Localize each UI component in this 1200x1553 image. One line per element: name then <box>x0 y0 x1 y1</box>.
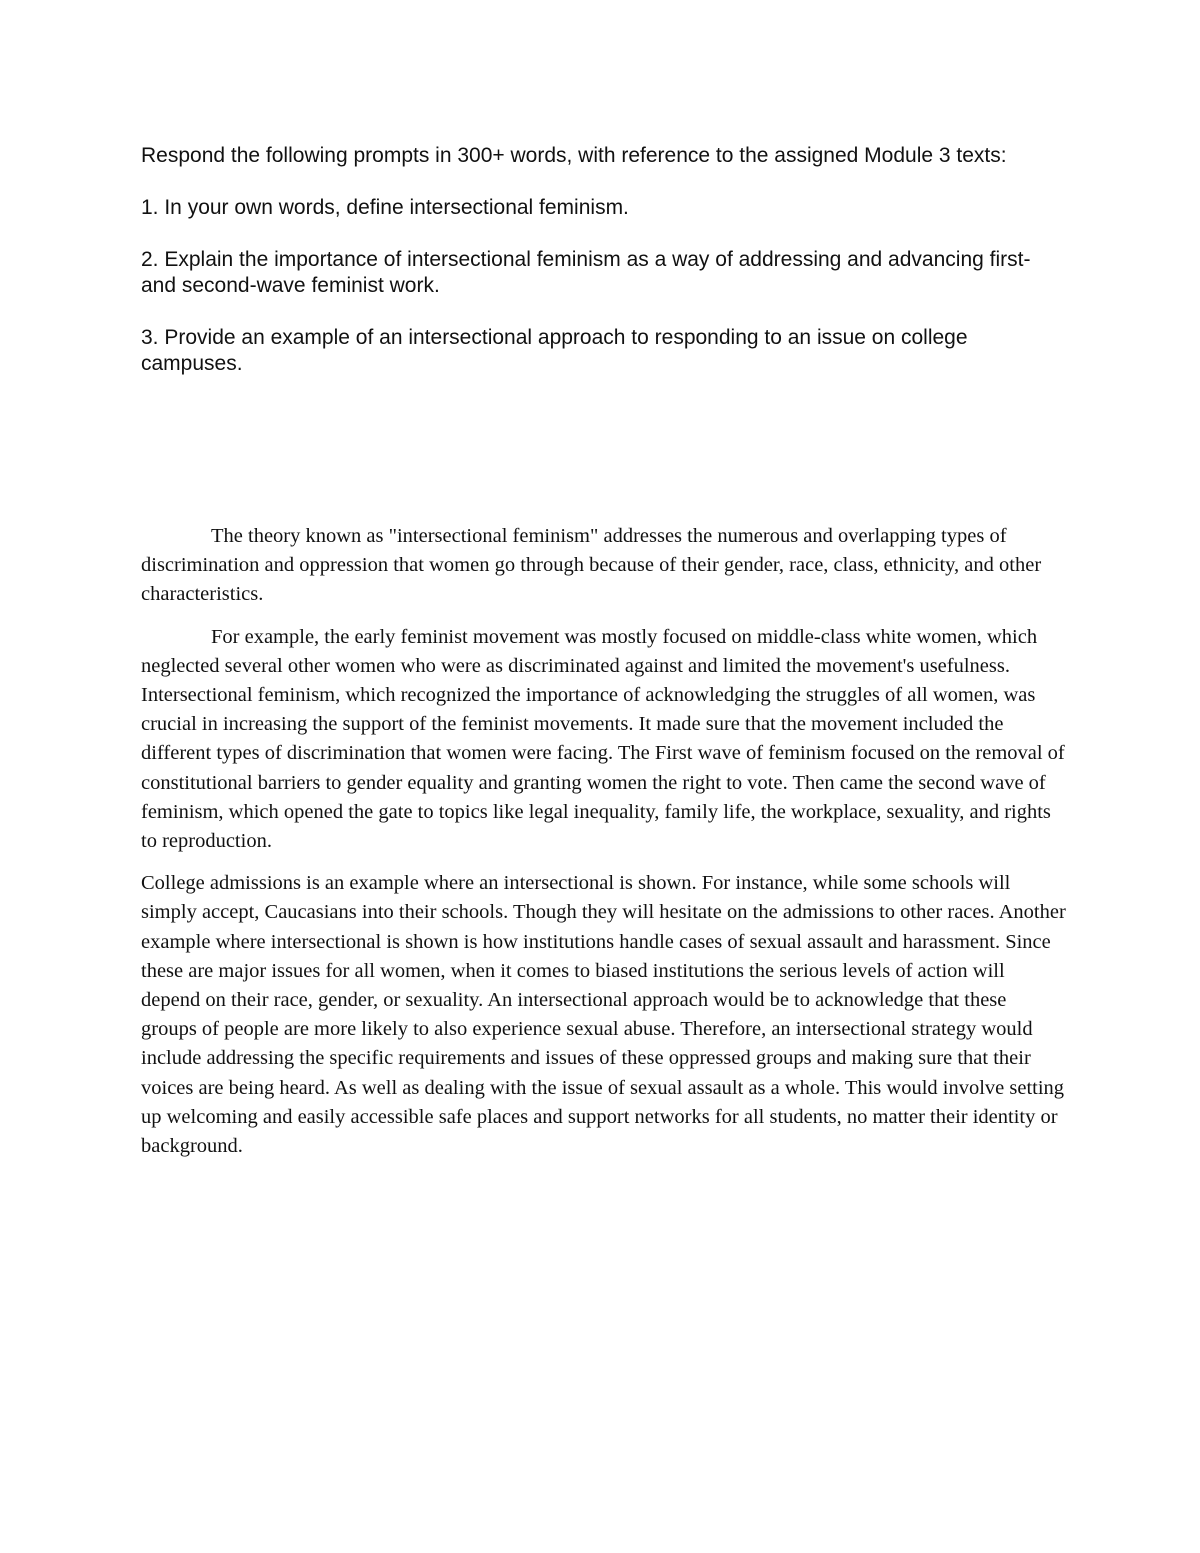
prompt-item-1: 1. In your own words, define intersectional feminism. <box>141 196 629 219</box>
response-paragraph-3: College admissions is an example where an intersectional is shown. For instance, while some schools will simply accept, Caucasians into their schools. Though they will hesitate on the admissions to other races. Another example where intersectional is shown is how institutions handle cases of sexual assault and harassment. Since these are major issues for all women, when it comes to biased institutions the serious levels of action will depend on their race, gender, or sexuality. An intersectional approach would be to acknowledge that these groups of people are more likely to also experience sexual abuse. Therefore, an intersectional strategy would include addressing the specific requirements and issues of these oppressed groups and making sure that their voices are being heard. As well as dealing with the issue of sexual assault as a whole. This would involve setting up welcoming and easily accessible safe places and support networks for all students, no matter their identity or background. <box>141 872 1066 1158</box>
response-paragraph-1: The theory known as "intersectional feminism" addresses the numerous and overlapping types of discrimination and oppression that women go through because of their gender, race, class, ethnicity, and other characteristics. <box>141 525 1042 606</box>
prompt-section <box>141 143 1071 403</box>
prompt-item-3: 3. Provide an example of an intersectional approach to responding to an issue on college campuses. <box>141 326 968 375</box>
prompt-item-2: 2. Explain the importance of intersectional feminism as a way of addressing and advancing first- and second-wave feminist work. <box>141 248 1031 297</box>
prompt-intro: Respond the following prompts in 300+ words, with reference to the assigned Module 3 texts: <box>141 144 1007 167</box>
response-paragraph-2: For example, the early feminist movement was mostly focused on middle-class white women, which neglected several other women who were as discriminated against and limited the movement's usefulness. Intersectional feminism, which recognized the importance of acknowledging the struggles of all women, was crucial in increasing the support of the feminist movements. It made sure that the movement included the different types of discrimination that women were facing. The First wave of feminism focused on the removal of constitutional barriers to gender equality and granting women the right to vote. Then came the second wave of feminism, which opened the gate to topics like legal inequality, family life, the workplace, sexuality, and rights to reproduction. <box>141 625 1065 853</box>
response-section <box>141 522 1066 1174</box>
